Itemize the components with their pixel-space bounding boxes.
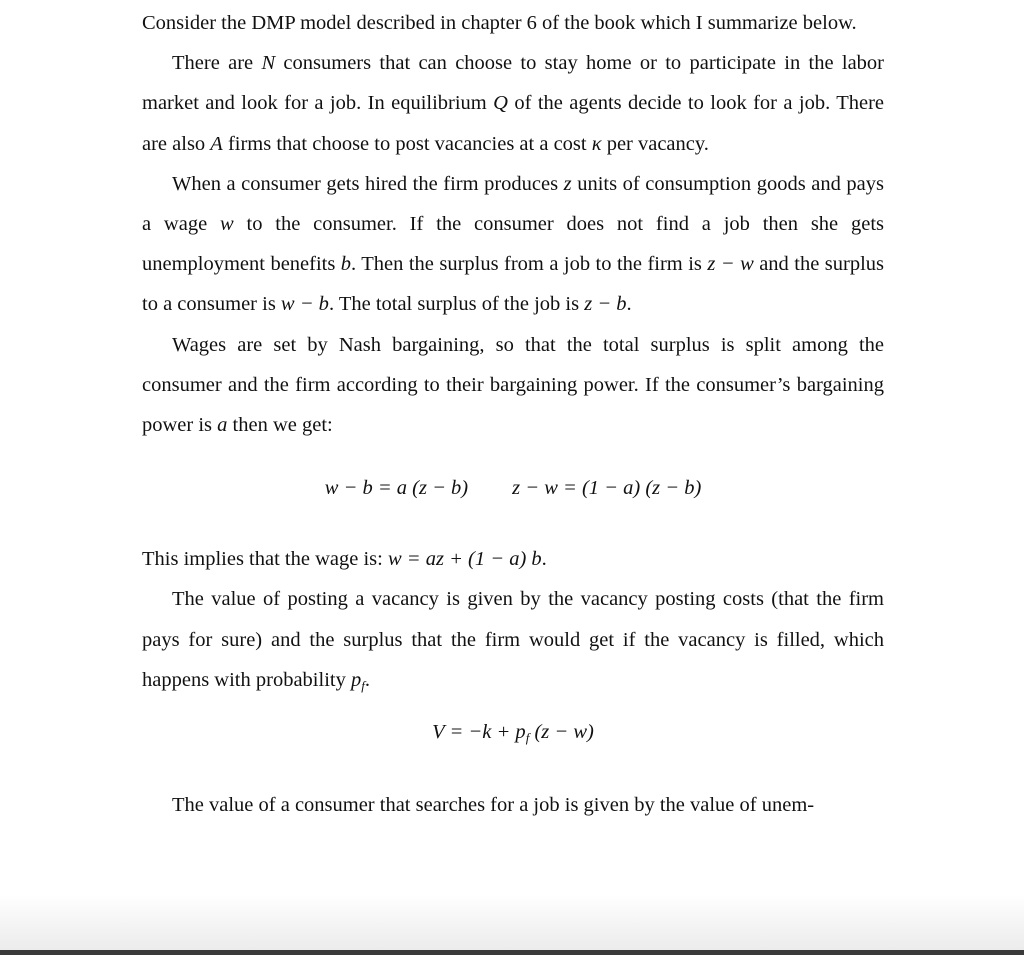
math-firm-surplus: z − w [707, 253, 754, 276]
math-subscript-f: f [361, 677, 365, 693]
text-run: . [541, 548, 547, 571]
math-z: z [563, 172, 572, 195]
math-kappa: κ [591, 132, 602, 155]
math-total-surplus: z − b [584, 293, 627, 316]
text-run: There are [172, 52, 262, 75]
equation-bargaining [142, 468, 884, 508]
math-pf [351, 669, 365, 691]
text-run: . [626, 293, 632, 316]
text-run: consumers that can choose to stay home or to participate in the labor market and look for a job. In equilibrium [142, 52, 884, 115]
paragraph-surplus [142, 164, 884, 325]
text-run: units of consumption goods and pays a wage [142, 172, 884, 236]
paragraph-nash-bargaining [142, 325, 884, 446]
window-bottom-edge [0, 950, 1024, 955]
text-run: . [364, 668, 370, 691]
text-run: . Then the surplus from a job to the firm is [351, 253, 708, 276]
math-N: N [261, 52, 276, 75]
text-run: . The total surplus of the job is [328, 293, 585, 316]
paragraph-consumer-value-text: The value of a consumer that searches for a job is given by the value of unem- [172, 794, 815, 817]
math-b: b [340, 253, 352, 276]
math-consumer-surplus: w − b [280, 293, 329, 316]
equation-V [432, 712, 594, 752]
math-A: A [210, 132, 223, 155]
equation-subscript: f [525, 729, 530, 745]
paragraph-intro [142, 3, 884, 43]
math-w: w [220, 213, 234, 236]
text-run: to the consumer. If the consumer does not find a job then she gets unemployment benefits [142, 213, 884, 276]
paragraph-consumer-value [142, 785, 884, 825]
text-run: of the agents decide to look for a job. There are also [142, 92, 885, 155]
text-run: Wages are set by Nash bargaining, so that the total surplus is split among the consumer and the firm according to their bargaining power. If the consumer’s bargaining power is [142, 333, 884, 437]
text-run: then we get: [227, 414, 333, 437]
paragraph-intro-text: Consider the DMP model described in chapter 6 of the book which I summarize below. [142, 12, 857, 34]
equation-wage-surplus: w − b = a (z − b) [324, 477, 469, 500]
page-bottom-shadow [0, 895, 1024, 950]
text-run: The value of posting a vacancy is given by the vacancy posting costs (that the firm pays for sure) and the surplus that the firm would get if the vacancy is filled, which happens with probability [142, 588, 884, 691]
math-Q: Q [493, 92, 508, 115]
equation-firm-surplus: z − w = (1 − a) (z − b) [512, 477, 702, 500]
equation-part: (z − w) [529, 720, 594, 743]
text-run: This implies that the wage is: [142, 548, 388, 571]
text-run: and the surplus to a consumer is [142, 253, 884, 316]
equation-vacancy-value [142, 712, 884, 752]
math-p: p [350, 668, 362, 691]
paragraph-vacancy [142, 579, 884, 700]
equation-part: V = −k + p [432, 720, 526, 743]
math-a: a [217, 414, 228, 437]
text-run: When a consumer gets hired the firm produces [172, 172, 564, 195]
text-run: firms that choose to post vacancies at a cost [222, 132, 592, 155]
paragraph-wage [142, 539, 884, 579]
text-run: per vacancy. [601, 132, 709, 155]
math-wage-formula: w = az + (1 − a) b [387, 548, 542, 571]
document-body [142, 3, 884, 825]
paragraph-consumers [142, 43, 884, 164]
